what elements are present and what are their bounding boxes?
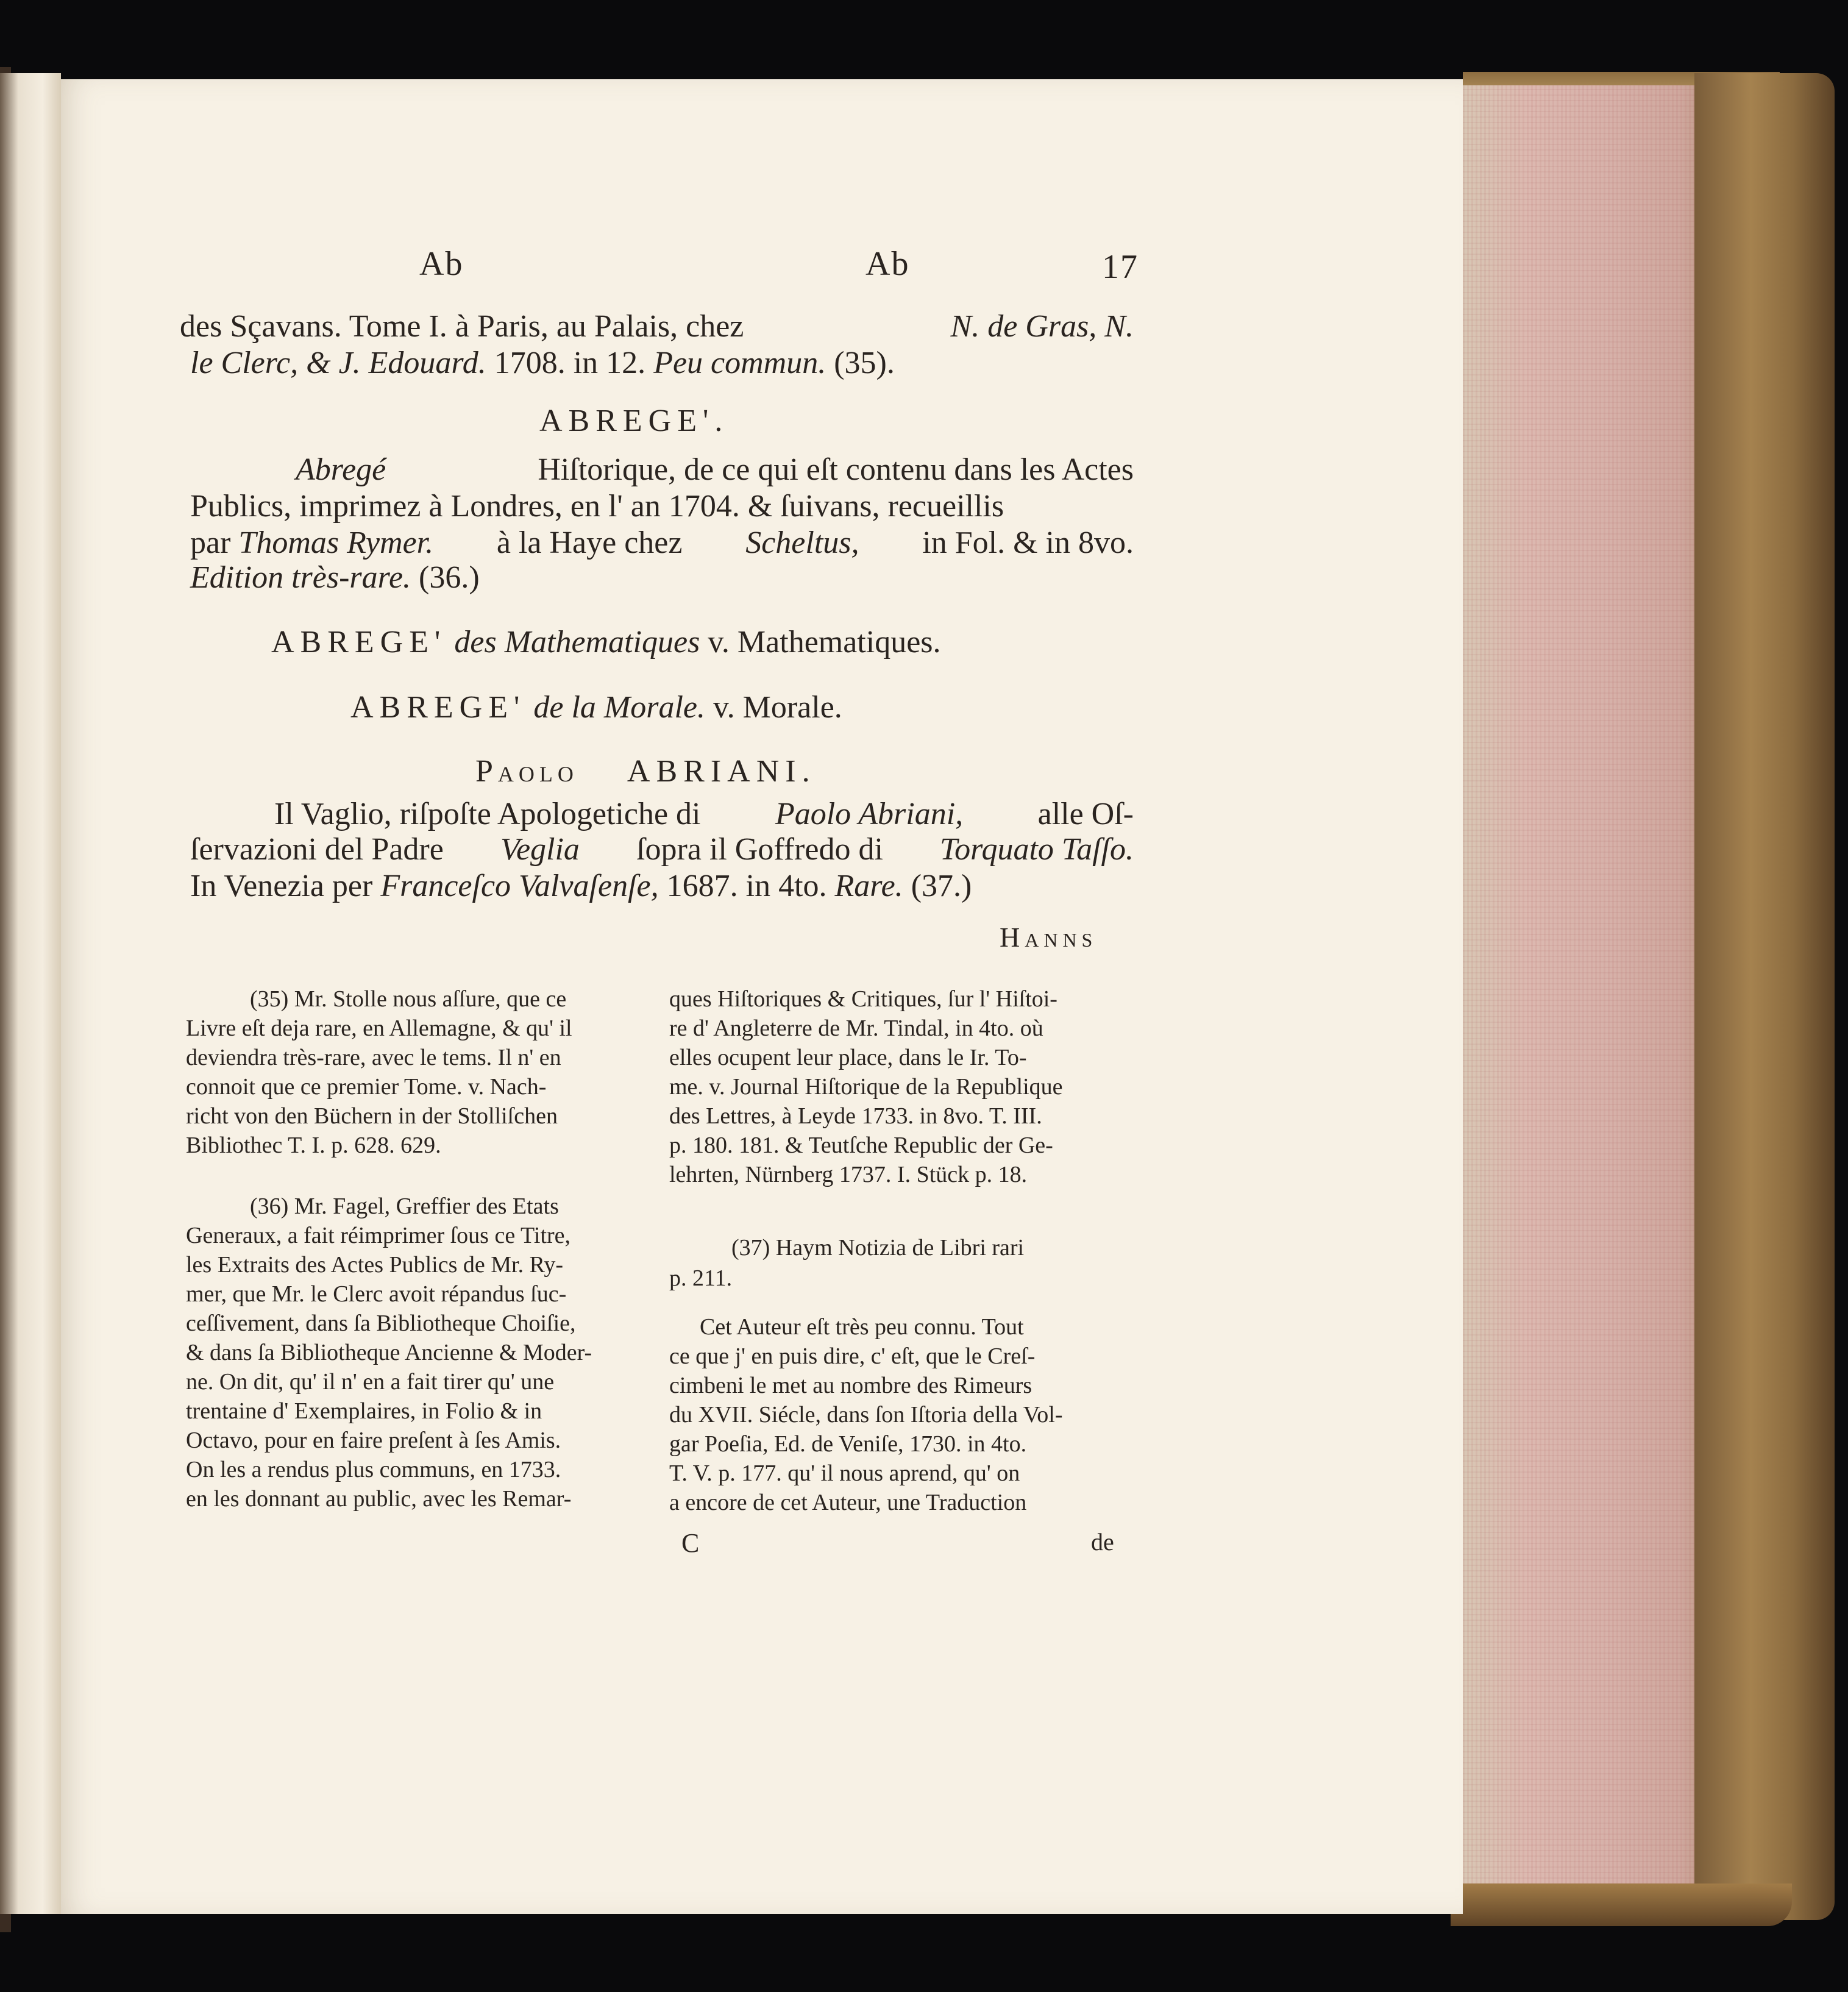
note-36-cont-line: ques Hiſtoriques & Critiques, ſur l' Hiſtoi- — [669, 986, 1057, 1012]
note-35-line: deviendra très-rare, avec le tems. Il n' en — [186, 1045, 561, 1070]
fore-edge-texture — [1463, 85, 1719, 1890]
author-note-line: ce que j' en puis dire, c' eſt, que le Creſ- — [669, 1343, 1036, 1369]
note-35-line: (35) Mr. Stolle nous aſſure, que ce — [250, 986, 567, 1012]
note-36-line: en les donnant au public, avec les Remar- — [186, 1486, 572, 1512]
book-cover-spine — [1694, 73, 1835, 1920]
note-36-line: trentaine d' Exemplaires, in Folio & in — [186, 1398, 542, 1424]
note-36-line: On les a rendus plus communs, en 1733. — [186, 1457, 561, 1482]
note-37-line: (37) Haym Notizia de Libri rari — [731, 1235, 1025, 1261]
abriani-line-1: Il Vaglio, riſpoſte Apologetiche di Paolo Abriani, alle Oſ- — [274, 797, 1134, 831]
abrege-line-2: Publics, imprimez à Londres, en l' an 1704. & ſuivans, recueillis — [190, 489, 1004, 524]
note-36-line: & dans ſa Bibliotheque Ancienne & Moder- — [186, 1340, 592, 1365]
entry-continued-line-2: le Clerc, & J. Edouard. 1708. in 12. Peu commun. (35). — [190, 346, 895, 380]
note-35-line: Livre eſt deja rare, en Allemagne, & qu' il — [186, 1016, 572, 1041]
note-35-line: richt von den Büchern in der Stolliſchen — [186, 1103, 558, 1129]
running-head-center: Ab — [865, 245, 910, 283]
author-note-line: a encore de cet Auteur, une Traduction — [669, 1490, 1027, 1515]
signature-mark: C — [681, 1528, 700, 1558]
note-36-line: (36) Mr. Fagel, Greffier des Etats — [250, 1193, 559, 1219]
abrege-line-1: Abregé Hiſtorique, de ce qui eſt contenu dans les Actes — [296, 452, 1134, 487]
book-cover-bottom — [1451, 1884, 1792, 1926]
note-36-line: Generaux, a fait réimprimer ſous ce Titre, — [186, 1223, 571, 1248]
facing-page-sliver — [0, 73, 61, 1914]
entry-continued-line-1: des Sçavans. Tome I. à Paris, au Palais, chez N. de Gras, N. — [180, 309, 1134, 344]
note-36-cont-line: lehrten, Nürnberg 1737. I. Stück p. 18. — [669, 1162, 1028, 1187]
note-36-line: les Extraits des Actes Publics de Mr. Ry- — [186, 1252, 564, 1278]
catchword-de: de — [1091, 1528, 1114, 1556]
running-head-left: Ab — [419, 245, 464, 283]
note-36-line: Octavo, pour en faire preſent à ſes Amis. — [186, 1428, 561, 1453]
author-note-line: Cet Auteur eſt très peu connu. Tout — [700, 1314, 1024, 1340]
abriani-line-2: ſervazioni del Padre Veglia ſopra il Goffredo di Torquato Taſſo. — [190, 832, 1134, 867]
heading-abrege-mathematiques: ABREGE' des Mathematiques v. Mathematiques. — [271, 625, 941, 660]
author-note-line: du XVII. Siécle, dans ſon Iſtoria della Vol- — [669, 1402, 1063, 1428]
note-36-cont-line: p. 180. 181. & Teutſche Republic der Ge- — [669, 1133, 1053, 1158]
note-36-cont-line: des Lettres, à Leyde 1733. in 8vo. T. III. — [669, 1103, 1042, 1129]
note-36-cont-line: re d' Angleterre de Mr. Tindal, in 4to. où — [669, 1016, 1043, 1041]
author-note-line: cimbeni le met au nombre des Rimeurs — [669, 1373, 1032, 1398]
note-36-cont-line: elles ocupent leur place, dans le Ir. To- — [669, 1045, 1027, 1070]
author-note-line: T. V. p. 177. qu' il nous aprend, qu' on — [669, 1460, 1020, 1486]
note-36-line: ne. On dit, qu' il n' en a fait tirer qu' une — [186, 1369, 555, 1395]
abrege-line-3: par Thomas Rymer. à la Haye chez Scheltus, in Fol. & in 8vo. — [190, 525, 1134, 560]
note-36-line: ceſſivement, dans ſa Bibliotheque Choiſie, — [186, 1311, 576, 1336]
abriani-line-3: In Venezia per Franceſco Valvaſenſe, 1687. in 4to. Rare. (37.) — [190, 869, 972, 903]
note-37-line: p. 211. — [669, 1265, 733, 1291]
catchword-hanns: Hanns — [1000, 922, 1098, 953]
abrege-line-4: Edition très-rare. (36.) — [190, 560, 480, 595]
heading-abriani: Paolo ABRIANI. — [475, 754, 816, 789]
heading-abrege: ABREGE'. — [539, 404, 729, 438]
heading-abrege-morale: ABREGE' de la Morale. v. Morale. — [350, 690, 842, 725]
note-35-line: Bibliothec T. I. p. 628. 629. — [186, 1133, 441, 1158]
note-36-cont-line: me. v. Journal Hiſtorique de la Republique — [669, 1074, 1063, 1100]
note-35-line: connoit que ce premier Tome. v. Nach- — [186, 1074, 547, 1100]
author-note-line: gar Poeſia, Ed. de Veniſe, 1730. in 4to. — [669, 1431, 1027, 1457]
page-number: 17 — [1102, 248, 1139, 286]
note-36-line: mer, que Mr. le Clerc avoit répandus ſuc- — [186, 1281, 567, 1307]
